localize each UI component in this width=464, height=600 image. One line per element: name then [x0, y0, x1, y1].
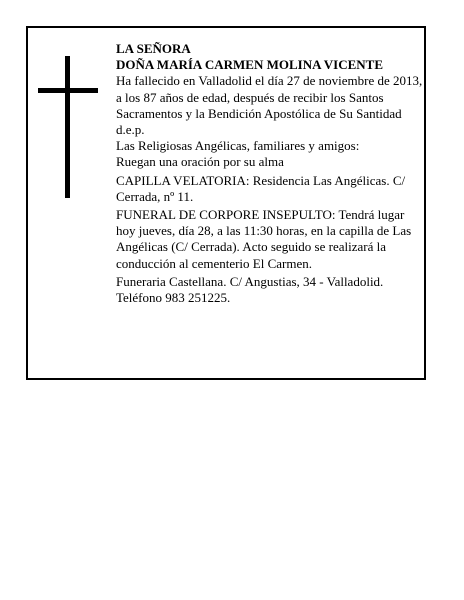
death-announcement: Ha fallecido en Valladolid el día 27 de noviembre de 2013, a los 87 años de edad, después de recibir los Santos Sacramentos y la Bendición Apostólica de Su Santidad	[116, 73, 423, 121]
notice-title: LA SEÑORA	[116, 41, 191, 56]
cross-vertical-bar	[65, 56, 70, 198]
chapel-info: CAPILLA VELATORIA: Residencia Las Angélicas. C/ Cerrada, nº 11.	[116, 172, 406, 204]
deceased-name: DOÑA MARÍA CARMEN MOLINA VICENTE	[116, 57, 384, 73]
rip-text: d.e.p.	[116, 122, 145, 138]
mourners-text: Las Religiosas Angélicas, familiares y amigos:	[116, 138, 360, 154]
cross-horizontal-bar	[38, 88, 98, 93]
notice-text	[116, 41, 426, 306]
cross-icon	[38, 56, 98, 198]
prayer-request: Ruegan una oración por su alma	[116, 154, 284, 170]
funeral-info: FUNERAL DE CORPORE INSEPULTO: Tendrá lugar hoy jueves, día 28, a las 11:30 horas, en la capilla de Las Angélicas (C/ Cerrada). Acto seguido se realizará la conducción al cementerio El Carmen.	[116, 207, 412, 271]
obituary-notice	[26, 26, 426, 380]
funeral-home-info: Funeraria Castellana. C/ Angustias, 34 - Valladolid. Teléfono 983 251225.	[116, 273, 384, 306]
